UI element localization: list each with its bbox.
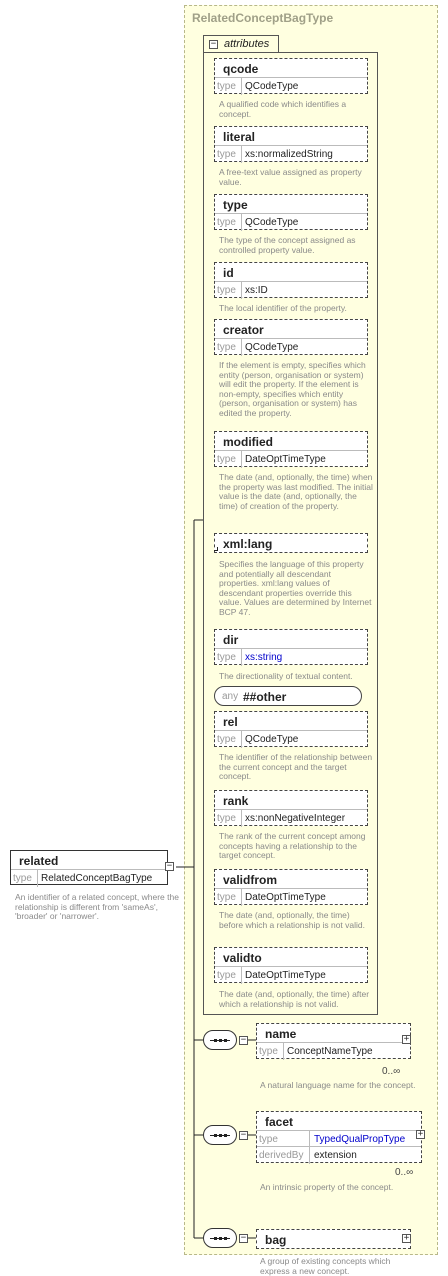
element-description: A natural language name for the concept.	[260, 1080, 416, 1090]
attribute-name: id	[223, 266, 234, 280]
attribute-description: The date (and, optionally, the time) after which a relationship is not valid.	[219, 989, 370, 1009]
attribute-description: The date (and, optionally, the time) when the property was last modified. The initial value is the date (and, optionally, the time) of creation of the property.	[219, 472, 373, 511]
attribute-description: If the element is empty, specifies which entity (person, organisation or system) will edit the property. If the element is non-empty, specifies which entity (person, organisation or system) has edited the property.	[219, 360, 366, 418]
type-key: type	[259, 1046, 278, 1057]
attribute-description: The local identifier of the property.	[219, 303, 347, 313]
attribute-description: A qualified code which identifies a concept.	[219, 99, 347, 119]
occurrence-label: 0..∞	[382, 1066, 401, 1077]
attribute-description: Specifies the language of this property and potentially all descendant properties. xml:lang values of descendant properties override this value. Values are determined by Internet BCP 47.	[219, 559, 372, 617]
attribute-type-link[interactable]: xs:string	[245, 652, 283, 663]
type-key: type	[217, 149, 236, 160]
attribute-name: qcode	[223, 62, 259, 76]
element-facet-box[interactable]	[256, 1111, 422, 1163]
attribute-name: literal	[223, 130, 256, 144]
derived-value: extension	[314, 1150, 357, 1161]
attribute-name: validfrom	[223, 873, 278, 887]
sequence-icon	[203, 1228, 237, 1248]
attribute-type: xs:nonNegativeInteger	[245, 813, 346, 824]
occurrence-label: 0..∞	[395, 1167, 414, 1178]
type-key: type	[217, 970, 236, 981]
type-key: type	[217, 217, 236, 228]
any-value: ##other	[243, 690, 287, 704]
attribute-description: The date (and, optionally, the time) before which a relationship is not valid.	[219, 910, 365, 930]
attribute-description: A free-text value assigned as property value.	[219, 167, 362, 187]
type-key: type	[217, 454, 236, 465]
attribute-name: modified	[223, 435, 273, 449]
attribute-type: QCodeType	[245, 217, 299, 228]
related-description: An identifier of a related concept, where the relationship is different from 'sameAs', 'broader' or 'narrower'.	[15, 892, 179, 921]
attribute-type: DateOptTimeType	[245, 454, 326, 465]
attribute-name: rank	[223, 794, 249, 808]
element-bag-box[interactable]	[256, 1229, 411, 1249]
attribute-name: type	[223, 198, 248, 212]
attribute-description: The identifier of the relationship between the current concept and the target concept.	[219, 752, 373, 781]
attribute-type: xs:normalizedString	[245, 149, 333, 160]
derived-key: derivedBy	[259, 1150, 304, 1161]
attributes-label: attributes	[224, 38, 270, 50]
type-key: type	[13, 873, 32, 884]
attribute-type: DateOptTimeType	[245, 892, 326, 903]
expand-icon[interactable]: +	[417, 1129, 424, 1139]
type-key: type	[217, 285, 236, 296]
element-type: ConceptNameType	[287, 1046, 373, 1057]
collapse-icon[interactable]: −	[240, 1233, 247, 1243]
attribute-description: The rank of the current concept among concepts having a relationship to the target concept.	[219, 831, 366, 860]
attribute-name: dir	[223, 633, 239, 647]
element-name: related	[19, 854, 59, 868]
type-key: type	[217, 892, 236, 903]
collapse-icon[interactable]: −	[166, 861, 173, 871]
attribute-type: QCodeType	[245, 342, 299, 353]
type-key: type	[217, 81, 236, 92]
any-key: any	[222, 691, 239, 702]
element-description: A group of existing concepts which express a new concept.	[260, 1256, 391, 1276]
type-key: type	[217, 734, 236, 745]
sequence-icon	[203, 1125, 237, 1145]
attribute-name: rel	[223, 715, 238, 729]
attribute-description: The directionality of textual content.	[219, 671, 353, 681]
element-name: bag	[265, 1233, 287, 1247]
attribute-type: QCodeType	[245, 81, 299, 92]
attribute-type: DateOptTimeType	[245, 970, 326, 981]
attribute-name: xml:lang	[223, 537, 273, 551]
attribute-description: The type of the concept assigned as controlled property value.	[219, 235, 356, 255]
type-title: RelatedConceptBagType	[192, 11, 334, 25]
type-key: type	[259, 1134, 278, 1145]
related-element[interactable]	[10, 850, 168, 885]
attribute-name: validto	[223, 951, 262, 965]
type-key: type	[217, 652, 236, 663]
element-name: facet	[265, 1115, 294, 1129]
attribute-type: xs:ID	[245, 285, 268, 296]
sequence-icon	[203, 1030, 237, 1050]
element-type: RelatedConceptBagType	[41, 873, 153, 884]
attribute-type: QCodeType	[245, 734, 299, 745]
collapse-icon[interactable]: −	[240, 1130, 247, 1140]
element-type-link[interactable]: TypedQualPropType	[314, 1134, 406, 1145]
expand-icon[interactable]: +	[403, 1034, 410, 1044]
element-name: name	[265, 1027, 297, 1041]
element-name-box[interactable]	[256, 1023, 411, 1059]
type-key: type	[217, 342, 236, 353]
collapse-icon[interactable]: −	[240, 1035, 247, 1045]
element-description: An intrinsic property of the concept.	[260, 1182, 394, 1192]
type-key: type	[217, 813, 236, 824]
attribute-name: creator	[223, 323, 264, 337]
collapse-icon[interactable]: −	[210, 39, 217, 49]
expand-icon[interactable]: +	[403, 1233, 410, 1243]
